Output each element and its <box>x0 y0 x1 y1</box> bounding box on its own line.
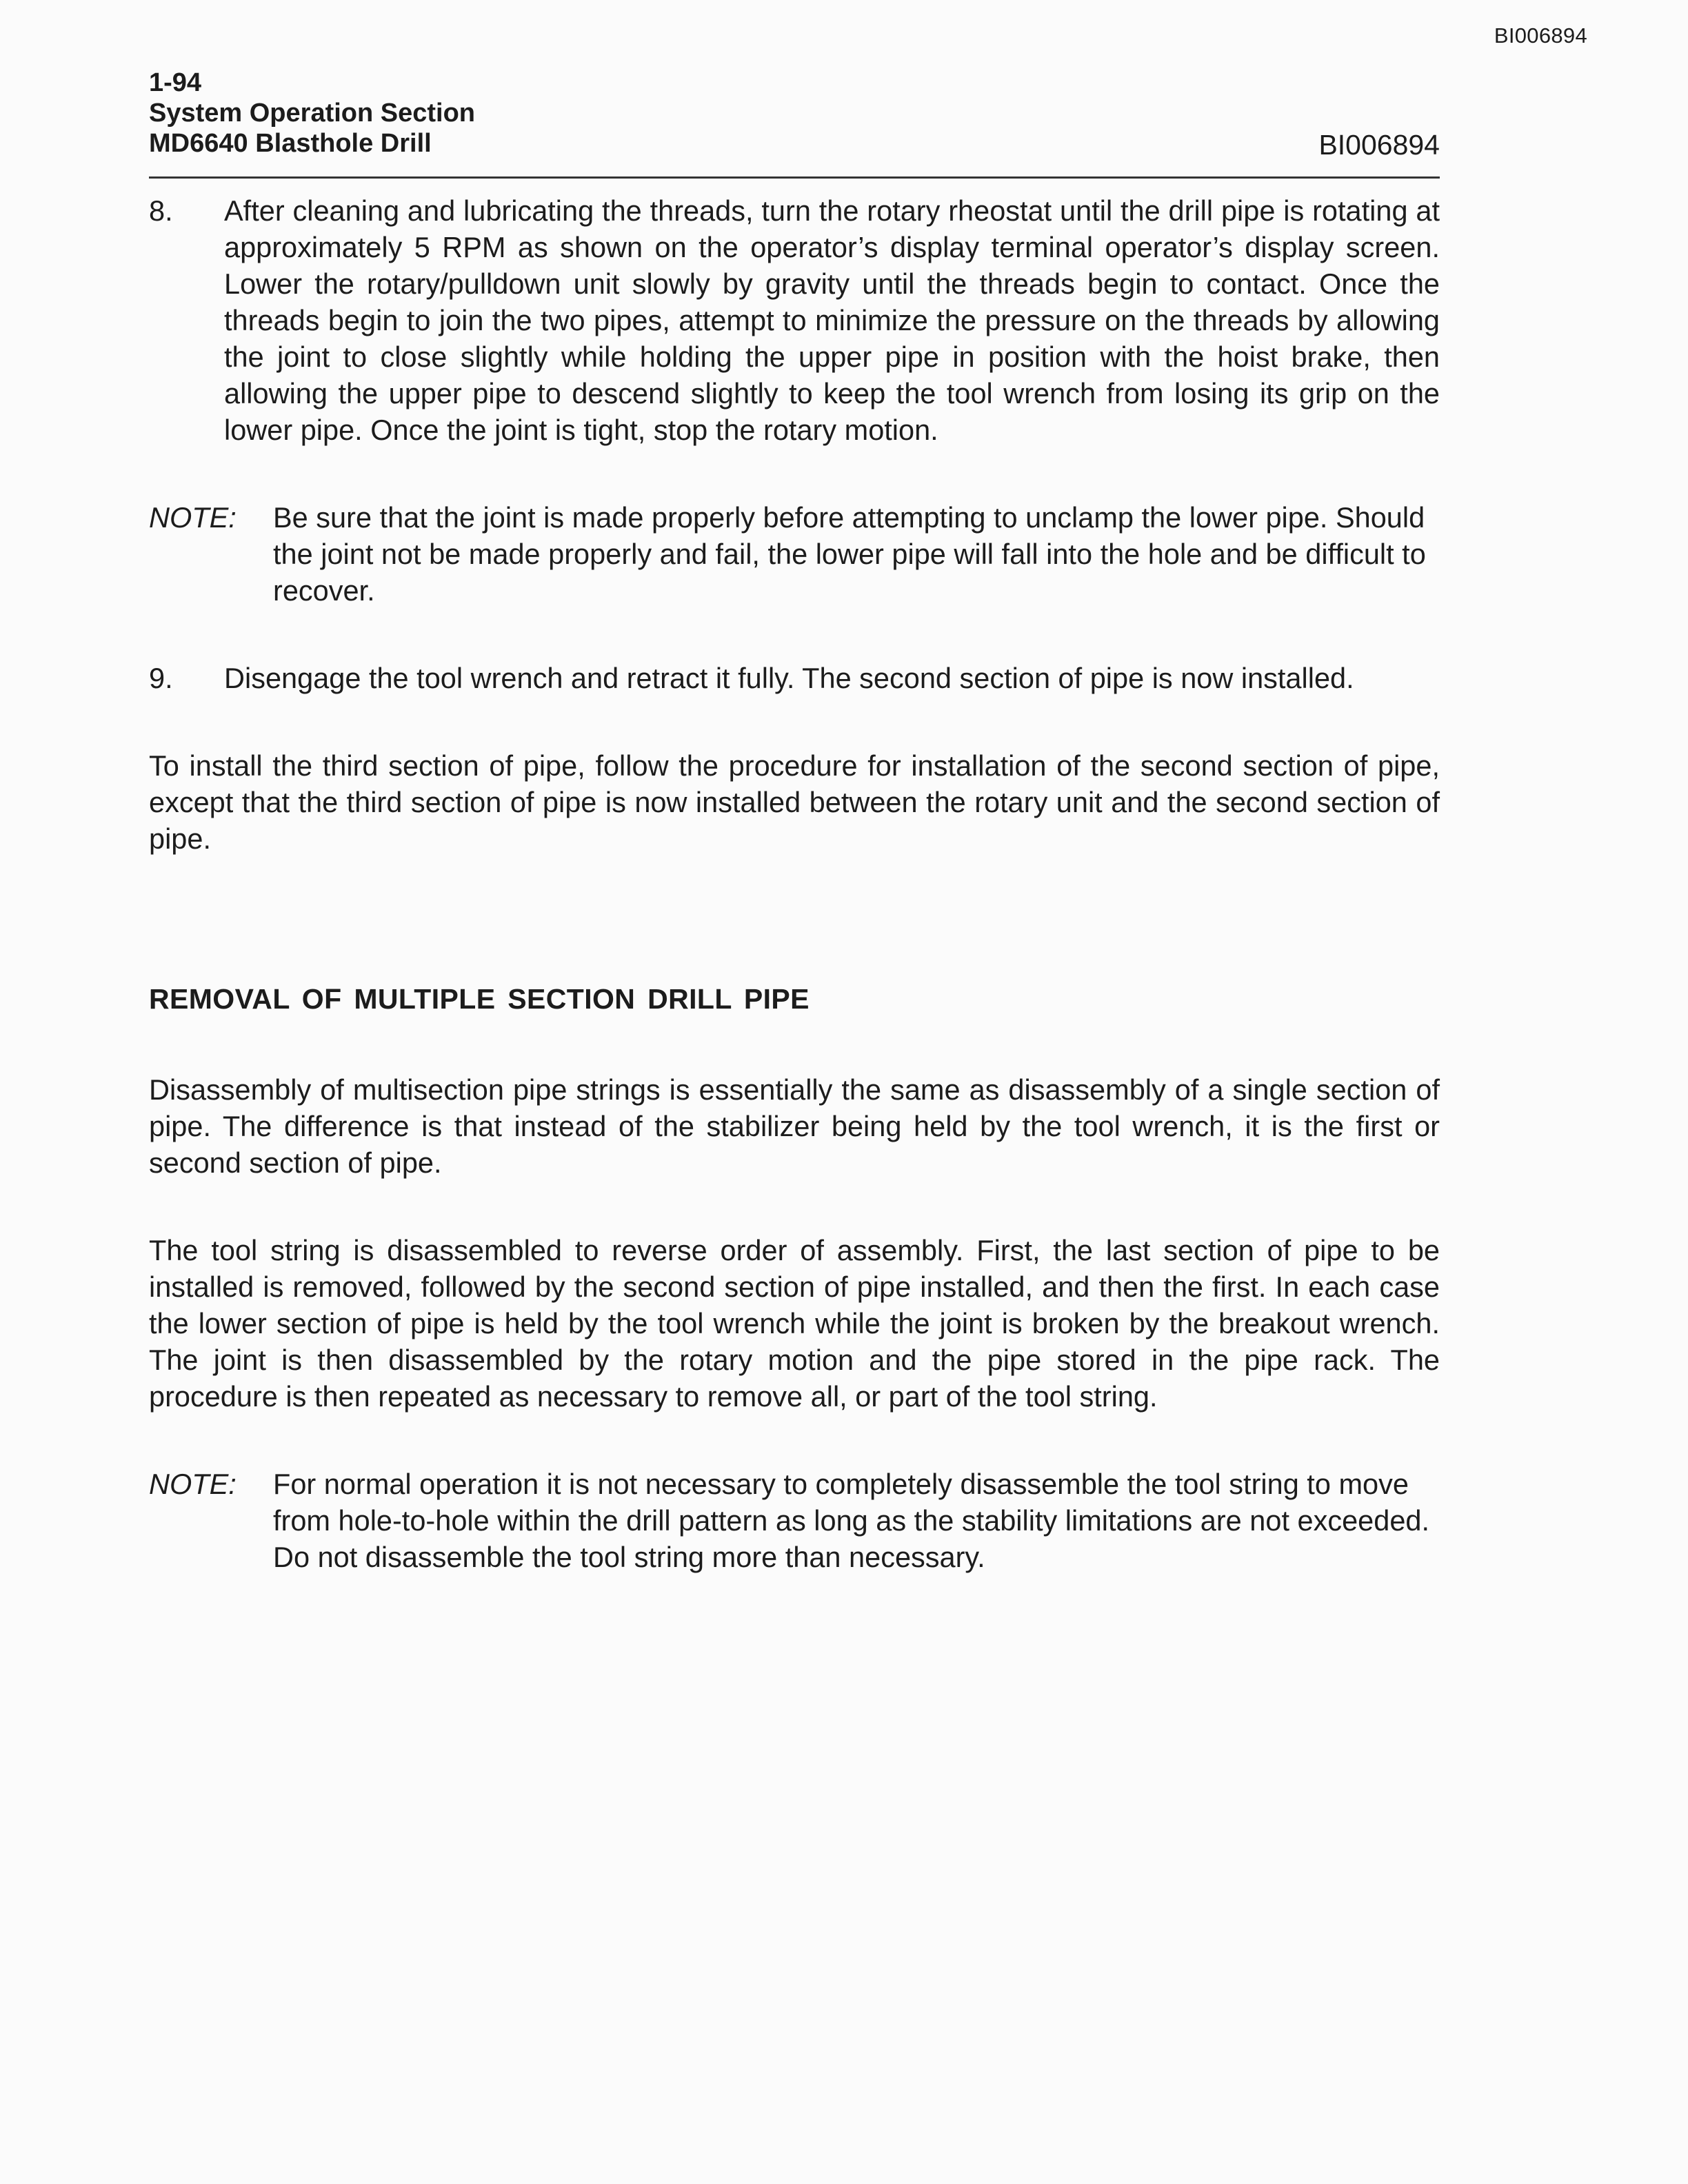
model-title: MD6640 Blasthole Drill <box>149 129 432 158</box>
note-disassemble <box>149 1466 1440 1575</box>
note-joint-label: NOTE: <box>149 501 237 534</box>
step-8-text: After cleaning and lubricating the threads, turn the rotary rheostat until the drill pipe is rotating at approximately 5 RPM as shown on the operator’s display terminal operator’s display screen. Lower the rotary/pulldown unit slowly by gravity until the threads begin to contact. Once the threads begin to join the two pipes, attempt to minimize the pressure on the threads by allowing the joint to close slightly while holding the upper pipe in position with the hoist brake, then allowing the upper pipe to descend slightly to keep the tool wrench from losing its grip on the lower pipe. Once the joint is tight, stop the rotary motion. <box>224 194 1440 446</box>
note-joint <box>149 499 1440 609</box>
header-left <box>149 68 1440 159</box>
header-doc-id: BI006894 <box>1318 129 1440 161</box>
step-8 <box>149 192 1440 448</box>
step-8-number: 8. <box>149 194 173 227</box>
step-9 <box>149 660 1440 696</box>
page-number: 1-94 <box>149 68 202 97</box>
note-joint-text: Be sure that the joint is made properly before attempting to unclamp the lower pipe. Should the joint not be made properly and fail, the lower pipe will fall into the hole and be difficult to recover. <box>273 501 1426 607</box>
corner-document-id: BI006894 <box>1494 23 1587 48</box>
step-9-number: 9. <box>149 662 173 694</box>
document-page <box>149 68 1440 1575</box>
removal-paragraph-2: The tool string is disassembled to reverse order of assembly. First, the last section of pipe to be installed is removed, followed by the second section of pipe installed, and then the first. In each case the lower section of pipe is held by the tool wrench while the joint is broken by the breakout wrench. The joint is then disassembled by the rotary motion and the pipe stored in the pipe rack. The procedure is then repeated as necessary to remove all, or part of the tool string. <box>149 1234 1440 1413</box>
third-section-paragraph: To install the third section of pipe, follow the procedure for installation of the second section of pipe, except that the third section of pipe is now installed between the rotary unit and the second section of pipe. <box>149 749 1440 855</box>
note-disassemble-label: NOTE: <box>149 1468 237 1500</box>
step-9-text: Disengage the tool wrench and retract it fully. The second section of pipe is now installed. <box>224 662 1354 694</box>
header-rule <box>149 176 1440 179</box>
removal-paragraph-1: Disassembly of multisection pipe strings is essentially the same as disassembly of a single section of pipe. The difference is that instead of the stabilizer being held by the tool wrench, it is the first or second section of pipe. <box>149 1073 1440 1179</box>
note-disassemble-text: For normal operation it is not necessary to completely disassemble the tool string to move from hole-to-hole within the drill pattern as long as the stability limitations are not exceeded. Do not disassemble the tool string more than necessary. <box>273 1468 1430 1573</box>
section-title: System Operation Section <box>149 99 476 128</box>
page-header <box>149 68 1440 160</box>
removal-heading: REMOVAL OF MULTIPLE SECTION DRILL PIPE <box>149 983 810 1015</box>
